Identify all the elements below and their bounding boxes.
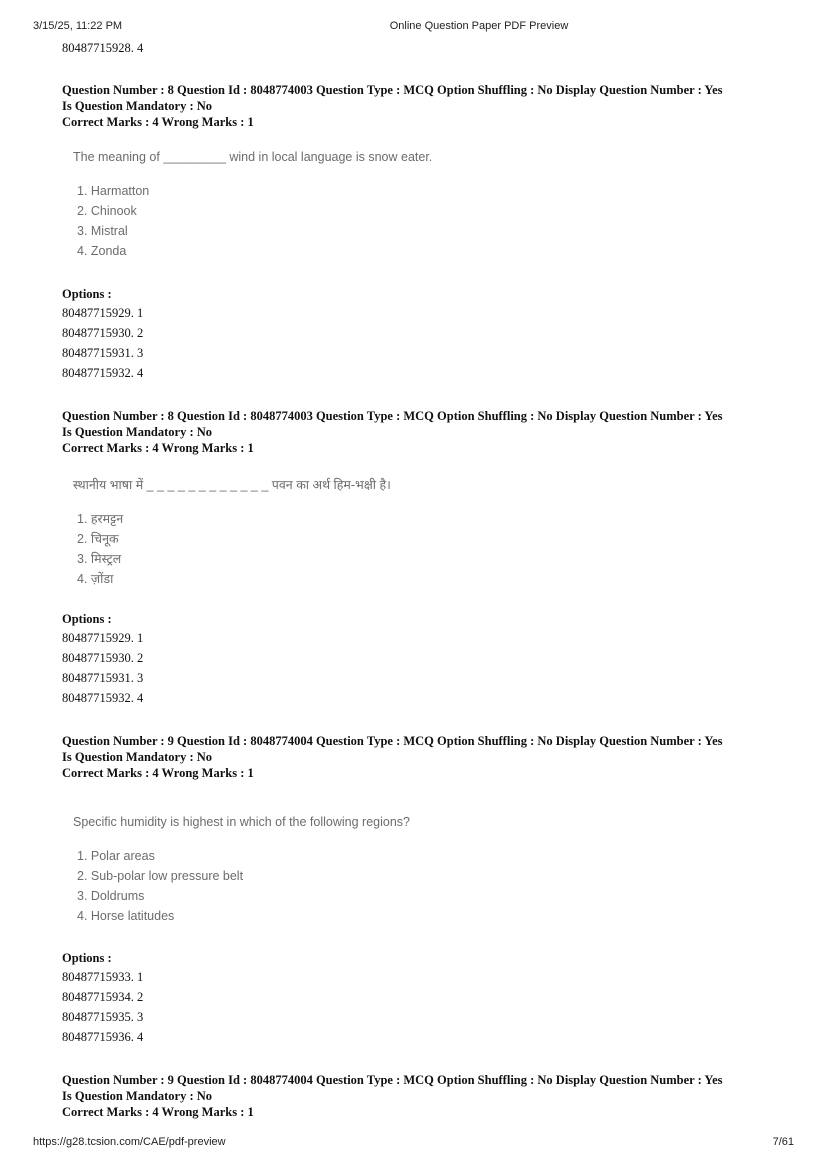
question-stem: The meaning of _________ wind in local language is snow eater.	[73, 150, 433, 164]
option-id: 80487715932. 4	[62, 366, 144, 380]
options-label: Options :	[62, 951, 112, 965]
option-id: 80487715936. 4	[62, 1030, 144, 1044]
print-datetime: 3/15/25, 11:22 PM	[33, 20, 123, 32]
option-id: 80487715929. 1	[62, 631, 144, 645]
question-stem: Specific humidity is highest in which of the following regions?	[73, 815, 410, 829]
question-block-8-hi	[62, 408, 774, 705]
question-meta-line: Question Number : 9 Question Id : 8048774004 Question Type : MCQ Option Shuffling : No Display Question Number : Yes	[62, 734, 723, 748]
question-marks-line: Correct Marks : 4 Wrong Marks : 1	[62, 115, 254, 129]
option-id: 80487715932. 4	[62, 691, 144, 705]
question-marks-line: Correct Marks : 4 Wrong Marks : 1	[62, 1105, 254, 1119]
answer-choice: 2. चिनूक	[77, 532, 119, 546]
option-id: 80487715930. 2	[62, 651, 144, 665]
option-id: 80487715933. 1	[62, 970, 144, 984]
answer-choice: 4. Zonda	[77, 244, 127, 258]
question-meta-line: Question Number : 8 Question Id : 8048774003 Question Type : MCQ Option Shuffling : No Display Question Number : Yes	[62, 83, 723, 97]
answer-choice: 4. Horse latitudes	[77, 909, 175, 923]
option-id: 80487715934. 2	[62, 990, 144, 1004]
question-stem: स्थानीय भाषा में _ _ _ _ _ _ _ _ _ _ _ _ पवन का अर्थ हिम-भक्षी है।	[73, 478, 391, 492]
answer-choice: 1. Harmatton	[77, 184, 150, 198]
question-mandatory-line: Is Question Mandatory : No	[62, 750, 213, 764]
question-mandatory-line: Is Question Mandatory : No	[62, 1089, 213, 1103]
answer-choice: 2. Chinook	[77, 204, 137, 218]
question-block-9-en	[62, 733, 774, 1044]
option-id: 80487715935. 3	[62, 1010, 144, 1024]
answer-choice: 4. ज़ोंडा	[77, 572, 114, 586]
question-block-9-hi	[62, 1072, 774, 1120]
answer-choice: 2. Sub-polar low pressure belt	[77, 869, 244, 883]
answer-choice: 3. Mistral	[77, 224, 128, 238]
question-mandatory-line: Is Question Mandatory : No	[62, 99, 213, 113]
previous-option-id: 80487715928. 4	[62, 41, 144, 55]
answer-choice: 1. हरमट्टन	[77, 512, 124, 526]
answer-choice: 1. Polar areas	[77, 849, 155, 863]
question-meta-line: Question Number : 9 Question Id : 8048774004 Question Type : MCQ Option Shuffling : No Display Question Number : Yes	[62, 1073, 723, 1087]
option-id: 80487715931. 3	[62, 671, 144, 685]
answer-choice: 3. Doldrums	[77, 889, 145, 903]
page-url: https://g28.tcsion.com/CAE/pdf-preview	[33, 1136, 226, 1148]
answer-choice: 3. मिस्ट्रल	[77, 552, 122, 566]
question-block-8-en	[62, 82, 774, 380]
question-mandatory-line: Is Question Mandatory : No	[62, 425, 213, 439]
option-id: 80487715931. 3	[62, 346, 144, 360]
question-marks-line: Correct Marks : 4 Wrong Marks : 1	[62, 766, 254, 780]
question-marks-line: Correct Marks : 4 Wrong Marks : 1	[62, 441, 254, 455]
options-label: Options :	[62, 612, 112, 626]
option-id: 80487715929. 1	[62, 306, 144, 320]
option-id: 80487715930. 2	[62, 326, 144, 340]
options-label: Options :	[62, 287, 112, 301]
page-number: 7/61	[772, 1136, 794, 1148]
question-meta-line: Question Number : 8 Question Id : 8048774003 Question Type : MCQ Option Shuffling : No Display Question Number : Yes	[62, 409, 723, 423]
page-header-title: Online Question Paper PDF Preview	[389, 20, 569, 32]
